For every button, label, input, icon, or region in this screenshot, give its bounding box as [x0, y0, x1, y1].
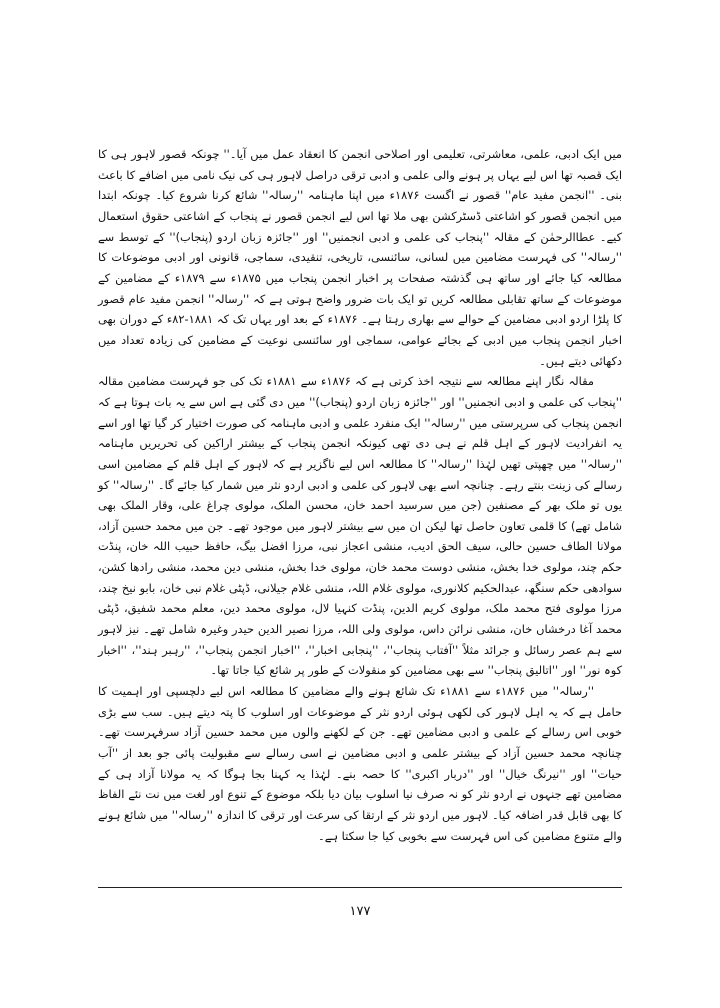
footer-rule	[98, 887, 622, 888]
paragraph: میں ایک ادبی، علمی، معاشرتی، تعلیمی اور اصلاحی انجمن کا انعقاد عمل میں آیا۔'' چونکہ قصور لاہور ہی کا ایک قصبہ تھا اس لیے یہاں پر ہونے والی علمی و ادبی ترقی دراصل لاہور ہی کی نیک نامی میں اضافے کا باعث بنی۔ ''انجمن مفید عام'' قصور نے اگست ۱۸۷۶ء میں اپنا ماہنامہ ''رسالہ'' شائع کرنا شروع کیا۔ چونکہ ابتدا میں انجمن قصور کو اشاعتی ڈسٹرکشن بھی ملا تھا اس لیے انجمن قصور نے پنجاب کے اشاعتی حقوق استعمال کیے۔ عطاالرحمٰن کے مقالہ ''پنجاب کی علمی و ادبی انجمنیں'' اور ''جائزہ زبان اردو (پنجاب)'' کے توسط سے ''رسالہ'' کی فہرست مضامین میں لسانی، سائنسی، تاریخی، تنقیدی، سماجی، قانونی اور ادبی موضوعات کا مطالعہ کیا جائے اور ساتھ ہی گذشتہ صفحات پر اخبار انجمن پنجاب میں ۱۸۷۵ء سے ۱۸۷۹ء کے مضامین کے موضوعات کے ساتھ تقابلی مطالعہ کریں تو ایک بات ضرور واضح ہوتی ہے کہ ''رسالہ'' انجمن مفید عام قصور کا پلڑا اردو ادبی مضامین کے حوالے سے بھاری رہتا ہے۔ ۱۸۷۶ء کے بعد اور یہاں تک کہ ۱۸۸۱-۸۲ء کے دوران بھی اخبار انجمن پنجاب میں ادبی کے بجائے عوامی، سماجی اور سائنسی نوعیت کے مضامین کی زیادہ تعداد میں دکھائی دیتے ہیں۔	[98, 147, 622, 368]
paragraph: مقالہ نگار اپنے مطالعہ سے نتیجہ اخذ کرتی ہے کہ ۱۸۷۶ء سے ۱۸۸۱ء تک کی جو فہرست مضامین مقالہ ''پنجاب کی علمی و ادبی انجمنیں'' اور ''جائزہ زبان اردو (پنجاب)'' میں دی گئی ہے اس سے یہ بات ہوتا ہے کہ انجمن پنجاب کی سرپرستی میں ''رسالہ'' ایک منفرد علمی و ادبی ماہنامہ کی صورت اختیار کر گیا تھا اور اسے یہ انفرادیت لاہور کے اہل قلم نے ہی دی تھی کیونکہ انجمن پنجاب کے بیشتر اراکین کی تحریریں ماہنامہ ''رسالہ'' میں چھپتی تھیں لہٰذا ''رسالہ'' کا مطالعہ اس لیے ناگزیر ہے کہ لاہور کے اہل قلم کے مضامین اسی رسالے کی زینت بنتے رہے۔ چنانچہ اسے بھی لاہور کی علمی و ادبی اردو نثر میں شمار کیا جائے گا۔ ''رسالہ'' کو یوں تو ملک بھر کے مصنفین (جن میں سرسید احمد خان، محسن الملک، مولوی چراغ علی، وقار الملک بھی شامل تھے) کا قلمی تعاون حاصل تھا لیکن ان میں سے بیشتر لاہور میں موجود تھے۔ جن میں محمد حسین آزاد، مولانا الطاف حسین حالی، سیف الحق ادیب، منشی اعجاز نبی، مرزا افضل بیگ، حافظ حبیب اللہ خان، پنڈت حکم چند، مولوی خدا بخش، منشی دوست محمد خان، مولوی خدا بخش، منشی دین محمد، منشی رادھا کشن، سوادھی حکم سنگھ، عبدالحکیم کلانوری، مولوی غلام اللہ، منشی غلام جیلانی، ڈپٹی غلام نبی خان، بابو نیخ چند، مرزا مولوی فتح محمد ملک، مولوی کریم الدین، پنڈت کنہیا لال، مولوی محمد دین، معلم محمد شفیق، ڈپٹی محمد آغا درخشاں خان، منشی نرائن داس، مولوی ولی اللہ، مرزا نصیر الدین حیدر وغیرہ شامل تھے۔ نیز لاہور سے ہم عصر رسائل و جرائد مثلاً ''آفتاب پنجاب''، ''پنجابی اخبار''، ''اخبار انجمن پنجاب''، ''رہبر ہند''، ''اخبار کوہ نور'' اور ''اتالیق پنجاب'' سے بھی مضامین کو منقولات کے طور پر شائع کیا جاتا تھا۔	[98, 374, 622, 678]
paragraph: ''رسالہ'' میں ۱۸۷۶ء سے ۱۸۸۱ء تک شائع ہونے والے مضامین کا مطالعہ اس لیے دلچسپی اور اہمیت کا حامل ہے کہ یہ اہل لاہور کی لکھی ہوئی اردو نثر کے موضوعات اور اسلوب کا پتہ دیتے ہیں۔ سب سے بڑی خوبی اس رسالے کے علمی و ادبی مضامین تھے۔ جن کے لکھنے والوں میں محمد حسین آزاد سرفہرست تھے۔ چنانچہ محمد حسین آزاد کے بیشتر علمی و ادبی مضامین نے اسی رسالے سے مقبولیت پائی جو بعد از ''آب حیات'' اور ''نیرنگ خیال'' اور ''دربار اکبری'' کا حصہ بنے۔ لہٰذا یہ کہنا بجا ہوگا کہ یہ مولانا آزاد ہی کے مضامین تھے جنہوں نے اردو نثر کو نہ صرف نیا اسلوب بیان دیا بلکہ موضوع کے تنوع اور لغت میں نت نئے الفاظ کا بھی قابل قدر اضافہ کیا۔ لاہور میں اردو نثر کے ارتقا کی سرعت اور ترقی کا اندازہ ''رسالہ'' میں شائع ہونے والے متنوع مضامین کی اس فہرست سے بخوبی کیا جا سکتا ہے۔	[98, 684, 622, 843]
page-number: ۱۷۷	[349, 904, 371, 919]
body-text	[98, 144, 622, 846]
